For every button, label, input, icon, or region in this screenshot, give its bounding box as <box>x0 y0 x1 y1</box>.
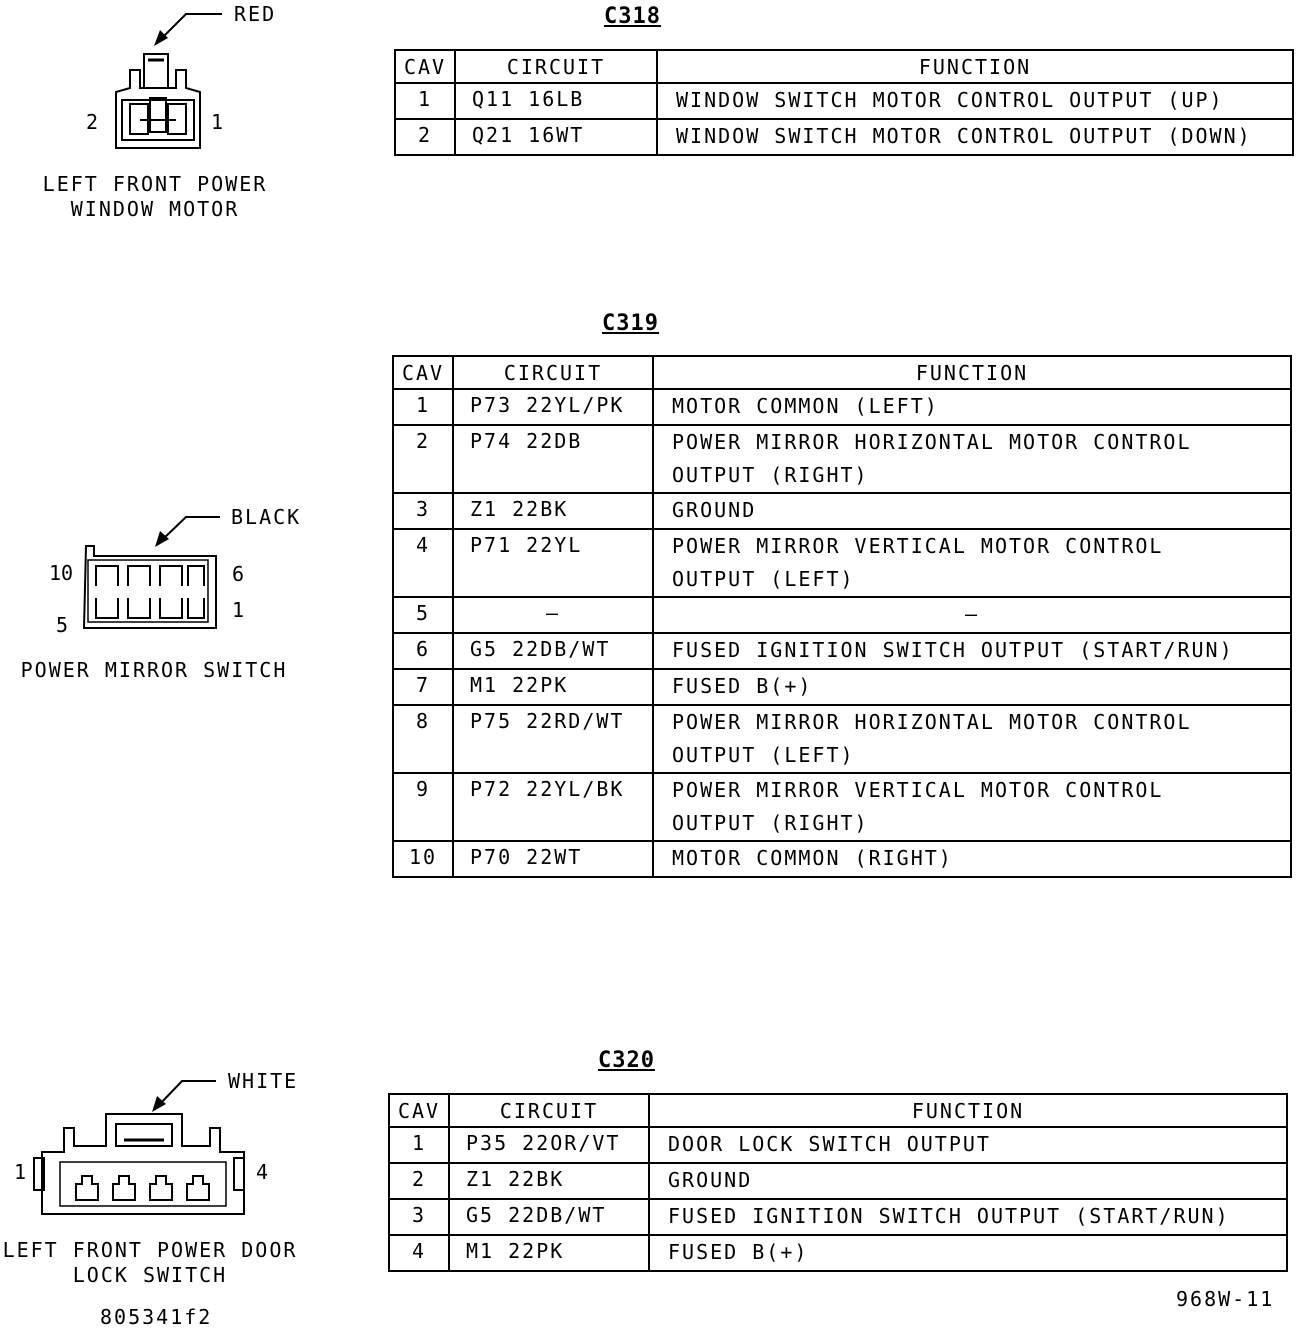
circuit-cell: Z1 22BK <box>453 493 653 529</box>
circuit-cell: P71 22YL <box>453 529 653 597</box>
circuit-cell: Q11 16LB <box>455 83 657 119</box>
cav-header: CAV <box>395 50 455 83</box>
circuit-header: CIRCUIT <box>449 1094 649 1127</box>
table-row <box>393 669 1291 705</box>
cav-cell: 10 <box>393 841 453 877</box>
function-cell <box>653 705 1291 773</box>
c319-pin-label: 5 <box>56 613 69 637</box>
cav-cell: 7 <box>393 669 453 705</box>
cav-cell: 2 <box>395 119 455 155</box>
circuit-cell: Q21 16WT <box>455 119 657 155</box>
function-header: FUNCTION <box>657 50 1293 83</box>
function-line: OUTPUT (LEFT) <box>672 743 855 767</box>
table-row <box>393 493 1291 529</box>
table-row <box>393 597 1291 633</box>
function-line: OUTPUT (RIGHT) <box>672 811 869 835</box>
c320-table <box>388 1093 1288 1272</box>
c320-title: C320 <box>598 1048 655 1073</box>
cav-cell: 8 <box>393 705 453 773</box>
circuit-cell: G5 22DB/WT <box>453 633 653 669</box>
function-cell: – <box>653 597 1291 633</box>
c318-connector-name <box>30 172 280 222</box>
c320-pin-label: 1 <box>14 1160 27 1184</box>
table-row <box>393 841 1291 877</box>
function-cell: DOOR LOCK SWITCH OUTPUT <box>649 1127 1287 1163</box>
cav-cell: 4 <box>393 529 453 597</box>
cav-header: CAV <box>389 1094 449 1127</box>
table-row <box>395 83 1293 119</box>
circuit-cell: P73 22YL/PK <box>453 389 653 425</box>
function-line: OUTPUT (LEFT) <box>672 567 855 591</box>
figure-reference-right: 968W-11 <box>1176 1287 1275 1311</box>
circuit-cell: M1 22PK <box>449 1235 649 1271</box>
function-header: FUNCTION <box>653 356 1291 389</box>
c319-pin-label: 1 <box>232 598 245 622</box>
figure-reference-left: 805341f2 <box>100 1305 213 1329</box>
circuit-cell: – <box>453 597 653 633</box>
table-row <box>389 1199 1287 1235</box>
c319-pin-label: 6 <box>232 562 245 586</box>
cav-cell: 5 <box>393 597 453 633</box>
c319-color-label: BLACK <box>231 505 302 529</box>
circuit-cell: P75 22RD/WT <box>453 705 653 773</box>
c320-pin-label: 4 <box>256 1160 269 1184</box>
function-line: OUTPUT (RIGHT) <box>672 463 869 487</box>
c320-color-label: WHITE <box>228 1069 299 1093</box>
cav-cell: 3 <box>389 1199 449 1235</box>
c318-title: C318 <box>604 4 661 29</box>
cav-cell: 2 <box>389 1163 449 1199</box>
circuit-cell: P72 22YL/BK <box>453 773 653 841</box>
function-cell <box>653 425 1291 493</box>
circuit-cell: P35 22OR/VT <box>449 1127 649 1163</box>
cav-cell: 1 <box>393 389 453 425</box>
table-row <box>389 1127 1287 1163</box>
cav-cell: 9 <box>393 773 453 841</box>
circuit-cell: Z1 22BK <box>449 1163 649 1199</box>
circuit-cell: G5 22DB/WT <box>449 1199 649 1235</box>
c319-table <box>392 355 1292 878</box>
table-row <box>393 529 1291 597</box>
function-line: POWER MIRROR VERTICAL MOTOR CONTROL <box>672 534 1164 558</box>
table-row <box>393 425 1291 493</box>
c319-connector-name: POWER MIRROR SWITCH <box>20 658 288 682</box>
function-header: FUNCTION <box>649 1094 1287 1127</box>
c318-name-line: WINDOW MOTOR <box>70 197 240 221</box>
c318-color-label: RED <box>234 2 277 26</box>
circuit-header: CIRCUIT <box>455 50 657 83</box>
function-cell <box>653 773 1291 841</box>
circuit-cell: M1 22PK <box>453 669 653 705</box>
function-cell: FUSED IGNITION SWITCH OUTPUT (START/RUN) <box>649 1199 1287 1235</box>
function-cell: MOTOR COMMON (RIGHT) <box>653 841 1291 877</box>
function-line: POWER MIRROR VERTICAL MOTOR CONTROL <box>672 778 1164 802</box>
table-row <box>393 773 1291 841</box>
function-cell: GROUND <box>653 493 1291 529</box>
function-cell <box>653 529 1291 597</box>
c318-name-line: LEFT FRONT POWER <box>42 172 268 196</box>
c320-name-line: LOCK SWITCH <box>72 1263 228 1287</box>
c320-name-line: LEFT FRONT POWER DOOR <box>2 1238 298 1262</box>
c320-connector-icon <box>0 0 1 1</box>
cav-cell: 2 <box>393 425 453 493</box>
cav-header: CAV <box>393 356 453 389</box>
circuit-cell: P70 22WT <box>453 841 653 877</box>
c318-pin-label: 1 <box>211 110 224 134</box>
table-row <box>395 119 1293 155</box>
cav-cell: 1 <box>395 83 455 119</box>
circuit-header: CIRCUIT <box>453 356 653 389</box>
function-cell: MOTOR COMMON (LEFT) <box>653 389 1291 425</box>
c318-pin-label: 2 <box>86 110 99 134</box>
table-row <box>393 389 1291 425</box>
function-cell: FUSED IGNITION SWITCH OUTPUT (START/RUN) <box>653 633 1291 669</box>
c320-connector-name <box>0 1238 300 1288</box>
function-cell: GROUND <box>649 1163 1287 1199</box>
function-cell: WINDOW SWITCH MOTOR CONTROL OUTPUT (UP) <box>657 83 1293 119</box>
function-cell: FUSED B(+) <box>653 669 1291 705</box>
cav-cell: 1 <box>389 1127 449 1163</box>
table-row <box>389 1235 1287 1271</box>
c319-pin-label: 10 <box>49 561 74 585</box>
function-cell: FUSED B(+) <box>649 1235 1287 1271</box>
circuit-cell: P74 22DB <box>453 425 653 493</box>
table-row <box>389 1163 1287 1199</box>
function-line: POWER MIRROR HORIZONTAL MOTOR CONTROL <box>672 710 1192 734</box>
c318-table <box>394 49 1294 156</box>
table-row <box>393 705 1291 773</box>
cav-cell: 4 <box>389 1235 449 1271</box>
c319-title: C319 <box>602 311 659 336</box>
table-row <box>393 633 1291 669</box>
function-line: POWER MIRROR HORIZONTAL MOTOR CONTROL <box>672 430 1192 454</box>
function-cell: WINDOW SWITCH MOTOR CONTROL OUTPUT (DOWN) <box>657 119 1293 155</box>
cav-cell: 6 <box>393 633 453 669</box>
cav-cell: 3 <box>393 493 453 529</box>
